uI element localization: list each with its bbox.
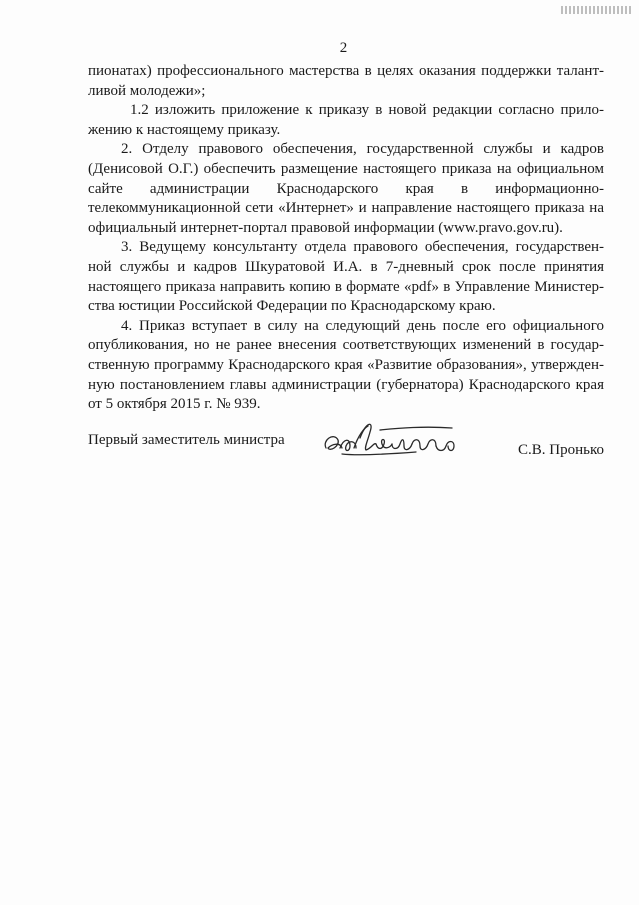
text-line: жению к настоящему приказу. <box>88 121 281 138</box>
paragraph-1-2 <box>88 101 604 140</box>
paragraph-1 <box>88 62 604 101</box>
text-line: сайте администрации Краснодарского края в информационно- <box>88 180 604 197</box>
text-line: настоящего приказа направить копию в формате «pdf» в Управление Министер- <box>88 278 604 295</box>
page-number: 2 <box>339 40 348 56</box>
text-line: 1.2 изложить приложение к приказу в новой редакции согласно прило- <box>130 102 604 119</box>
text-line: ливой молодежи»; <box>88 82 206 99</box>
handwritten-signature <box>320 418 480 466</box>
text-line: (Денисовой О.Г.) обеспечить размещение настоящего приказа на официальном <box>88 160 604 177</box>
text-line: ства юстиции Российской Федерации по Краснодарскому краю. <box>88 298 496 315</box>
text-line: пионатах) профессионального мастерства в целях оказания поддержки талант- <box>88 63 604 79</box>
text-line: 4. Приказ вступает в силу на следующий день после его официального <box>121 317 604 334</box>
text-line: телекоммуникационной сети «Интернет» и направление настоящего приказа на <box>88 200 604 217</box>
text-line: от 5 октября 2015 г. № 939. <box>88 396 261 413</box>
text-line: ную постановлением главы администрации (губернатора) Краснодарского края <box>88 376 604 393</box>
signatory-position: Первый заместитель министра <box>88 432 285 448</box>
signature-block <box>88 418 604 478</box>
paragraph-2 <box>88 140 604 238</box>
text-line: официальный интернет-портал правовой информации (www.pravo.gov.ru). <box>88 219 563 236</box>
document-body <box>88 62 604 415</box>
paragraph-3 <box>88 238 604 316</box>
text-line: ственную программу Краснодарского края «Развитие образования», утвержден- <box>88 356 604 373</box>
signatory-name: С.В. Пронько <box>518 442 604 458</box>
text-line: 2. Отделу правового обеспечения, государственной службы и кадров <box>121 141 604 158</box>
paragraph-4 <box>88 317 604 415</box>
scan-corner-mark <box>561 6 631 14</box>
text-line: опубликования, но не ранее внесения соответствующих изменений в государ- <box>88 337 604 354</box>
text-line: 3. Ведущему консультанту отдела правового обеспечения, государствен- <box>121 239 604 256</box>
text-line: ной службы и кадров Шкуратовой И.А. в 7-дневный срок после принятия <box>88 258 604 275</box>
